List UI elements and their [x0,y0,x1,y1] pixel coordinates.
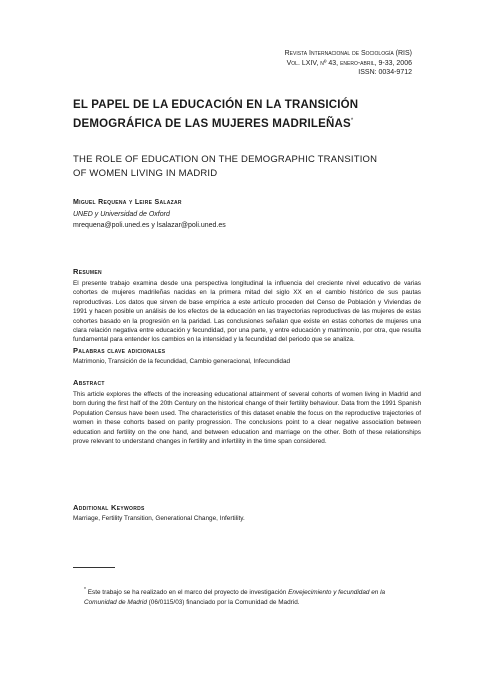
title-line-2 [73,113,423,132]
english-title-line-2: OF WOMEN LIVING IN MADRID [73,167,218,179]
journal-issn: ISSN: 0034-9712 [358,69,412,76]
footnote-marker: * [84,587,86,593]
abstract-heading: Abstract [73,378,105,387]
footnote [84,586,414,607]
resumen-heading: Resumen [73,267,102,276]
resumen-text: El presente trabajo examina desde una perspectiva longitudinal la influencia del creciente nivel educativo de varias cohortes de mujeres madrileñas nacidas en la primera mitad del siglo XX en el cambio histórico de sus pautas reproductivas. Los datos que sirven de base empírica a este artículo proceden del Censo de Población y Viviendas de 1991 y hacen posible un análisis de los efectos de la educación en las trayectorias reproductivas de las mujeres de estas cohortes basado en la progresión en la paridad. Las conclusiones señalan que existe en estas cohortes de mujeres una clara relación negativa entre educación y fecundidad, por una parte, y entre educación y matrimonio, por otra, que resulta fundamental para entender los cambios en la intensidad y la fecundidad del periodo que se analiza. [73,280,421,344]
authors: Miguel Requena y Leire Salazar [73,199,182,206]
footnote-project-title: Envejecimiento y fecundidad en la Comunidad de Madrid [84,589,386,606]
journal-header [285,49,412,78]
english-title [73,153,403,180]
footnote-text-end: (06/0115/03) financiado por la Comunidad de Madrid. [146,598,300,606]
journal-name: Revista Internacional de Sociología (RIS) [284,50,412,57]
footnote-divider [73,567,115,568]
english-title-line-1: THE ROLE OF EDUCATION ON THE DEMOGRAPHIC TRANSITION [73,154,378,165]
abstract-text: This article explores the effects of the increasing educational attainment of several cohorts of women living in Madrid and born during the first half of the 20th Century on the historical change of their fertility behaviour. Data from the 1991 Spanish Population Census have been used. The characteristics of this dataset enable the focus on the reproductive trajectories of women in these cohorts based on parity progression. The conclusions point to a clear negative association between education and fertility on the one hand, and between education and marriage on the other. Both of these relationships prove relevant to understand changes in fertility and infertility in the time span considered. [73,391,421,446]
title-line-2-text: DEMOGRÁFICA DE LAS MUJERES MADRILEÑAS [73,117,351,130]
palabras-clave-text: Matrimonio, Transición de la fecundidad, Cambio generacional, Infecundidad [73,358,291,365]
title-footnote-marker: * [350,118,354,124]
palabras-clave-heading: Palabras clave adicionales [73,346,166,355]
footnote-text-start: Este trabajo se ha realizado en el marco del proyecto de investigación [87,589,289,597]
keywords-text: Marriage, Fertility Transition, Generational Change, Infertility. [73,515,245,522]
author-emails: mrequena@poli.uned.es y lsalazar@poli.uned.es [73,222,226,229]
keywords-heading: Additional Keywords [73,503,145,512]
affiliation: UNED y Universidad de Oxford [73,211,170,218]
journal-volume: Vol. LXIV, nº 43, enero-abril, 9-33, 2006 [286,59,412,67]
article-title [73,97,423,132]
title-line-1: EL PAPEL DE LA EDUCACIÓN EN LA TRANSICIÓN [73,99,359,111]
